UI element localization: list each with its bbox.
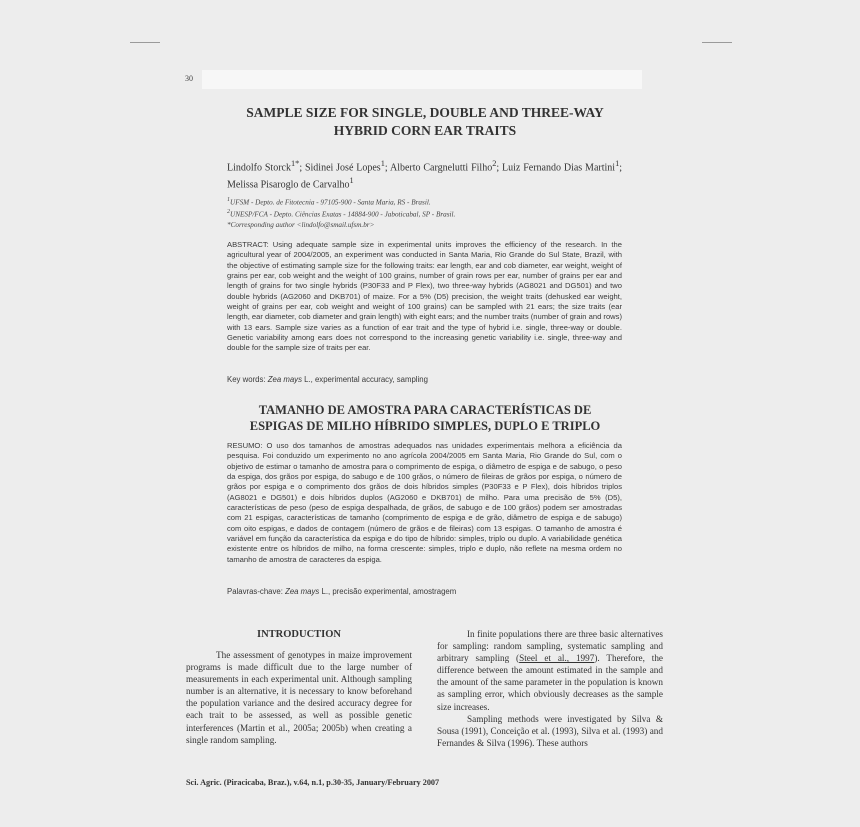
keywords — [227, 375, 622, 385]
title-line-1: SAMPLE SIZE FOR SINGLE, DOUBLE AND THREE-WAY — [246, 105, 604, 120]
author-2-sup: 1 — [380, 159, 385, 168]
paragraph-2-start: In finite populations there are three basic alternatives for sampling: random sampling, systematic sampling and arbitrary sampling ( — [437, 629, 663, 664]
palavras-label: Palavras-chave: — [227, 587, 286, 596]
author-4: ; Luiz Fernando Dias Martini — [496, 162, 616, 174]
author-1-sup: 1* — [290, 159, 300, 168]
paper-title — [200, 104, 650, 140]
keywords-rest: L., experimental accuracy, sampling — [301, 375, 428, 384]
keywords-label: Key words: — [227, 375, 268, 384]
portuguese-title-line-1: TAMANHO DE AMOSTRA PARA CARACTERÍSTICAS DE — [258, 403, 592, 417]
introduction-heading: INTRODUCTION — [256, 629, 341, 640]
resumo: RESUMO: O uso dos tamanhos de amostras adequados nas unidades experimentais melhora a eficiência da pesquisa. Foi conduzido um experimento no ano agrícola 2004/2005 em Santa Maria, Rio Grande do Sul, com o objetivo de estimar o tamanho de amostra para o comprimento de espiga, o diâmetro de espiga e de sabugo, o peso da espiga, dos grãos por espiga, do sabugo e de 100 grãos, o número de fileiras de grãos por espiga, o número de grãos por espiga e o comprimento dos grãos de dois híbridos simples (P30F33 e P Flex), dois híbridos triplos (AG8021 e DG501) e dois híbridos duplos (AG2060 e DKB701) de milho. Para uma precisão de 5% (D5), características de peso (peso de espiga despalhada, de grãos, de sabugo e de 100 grãos) podem ser amostradas com 21 espigas, características de tamanho (comprimento de espiga e de grão, diâmetro de espiga e de sabugo) com oito espigas, e dados de contagem (número de grãos e de fileiras) com 13 espigas. O tamanho de amostra é variável em função da característica da espiga e do tipo de híbrido: simples, triplo ou duplo. A variabilidade genética existente entre os híbridos de milho, na forma crescente: simples, triplo e duplo, não reflete na mesma ordem no tamanho de amostra de caracteres da espiga. — [227, 441, 622, 564]
palavras-chave — [227, 587, 622, 597]
affiliation-2 — [227, 207, 622, 219]
title-line-2: HYBRID CORN EAR TRAITS — [333, 123, 517, 138]
affiliation-1 — [227, 195, 622, 207]
palavras-species: Zea mays — [285, 587, 320, 596]
page-number: 30 — [185, 74, 193, 83]
author-3-sup: 2 — [492, 159, 497, 168]
author-3: ; Alberto Cargnelutti Filho — [384, 162, 493, 174]
affiliation-1-text: UFSM - Depto. de Fitotecnia - 97105-900 - Santa Maria, RS - Brasil. — [230, 198, 431, 207]
author-5-sup: 1 — [349, 176, 354, 186]
introduction-paragraph-1: The assessment of genotypes in maize improvement programs is made difficult due to the large number of measurements in each experimental unit. Although sampling number is an alternative, it is necessary to know beforehand the population variance and the desired accuracy degree for each trait to be assessed, as well as possible genetic interferences (Martin et al., 2005a; 2005b) when creating a single random sampling. — [186, 650, 412, 745]
author-list — [227, 157, 622, 192]
keywords-species: Zea mays — [267, 375, 302, 384]
affiliation-2-text: UNESP/FCA - Depto. Ciências Exatas - 14884-900 - Jaboticabal, SP - Brasil. — [230, 210, 456, 219]
corresponding-author: *Corresponding author <lindolfo@smail.ufsm.br> — [227, 220, 375, 229]
top-rule-right — [702, 42, 732, 43]
abstract: ABSTRACT: Using adequate sample size in experimental units improves the efficiency of the research. In the agricultural year of 2004/2005, an experiment was conducted in Santa Maria, Rio Grande do Sul State, Brazil, with the objective of estimating sample size for the following traits: ear length, ear and cob diameter, ear weight, weight of grains per ear, cob weight and the weight of 100 grains, number of grain rows per ear, number of grains per ear and length of grains for two single hybrids (P30F33 and P Flex), two three-way hybrids (AG8021 and DG501) and two double hybrids (AG2060 and DKB701) of maize. For a 5% (D5) precision, the weight traits (dehusked ear weight, weight of grains per ear, cob weight and weight of 100 grains) can be sampled with 21 ears; the size traits (ear length, ear diameter, cob diameter and grain length) with eight ears; and the number traits (number of grain and rows) with 13 ears. Sample size varies as a function of ear trait and the type of hybrid i.e. single, three-way or double. Genetic variability among ears does not correspond to the increasing genetic variability i.e. single, three-way and double for the sample size of traits per ear. — [227, 240, 622, 353]
introduction-paragraph-2 — [437, 628, 663, 713]
author-2: ; Sidinei José Lopes — [299, 162, 381, 174]
portuguese-title-line-2: ESPIGAS DE MILHO HÍBRIDO SIMPLES, DUPLO E TRIPLO — [249, 418, 601, 433]
palavras-rest: L., precisão experimental, amostragem — [319, 587, 457, 596]
journal-footer: Sci. Agric. (Piracicaba, Braz.), v.64, n.1, p.30-35, January/February 2007 — [186, 778, 440, 787]
author-5: ; Melissa Pisaroglo de Carvalho — [227, 162, 623, 191]
affiliation-2-sup: 2 — [227, 209, 230, 216]
introduction-paragraph-3: Sampling methods were investigated by Silva & Sousa (1991), Conceição et al. (1993), Silva et al. (1993) and Fernandes & Silva (1996). These authors — [437, 713, 663, 748]
portuguese-title — [200, 403, 650, 434]
affiliations — [227, 195, 622, 230]
affiliation-1-sup: 1 — [227, 197, 230, 203]
column-left — [186, 628, 412, 746]
column-right — [437, 628, 663, 749]
header-bar — [202, 70, 642, 89]
top-rule-left — [130, 42, 160, 43]
author-4-sup: 1 — [615, 159, 620, 168]
citation-link-steel[interactable]: Steel et al., 1997 — [519, 653, 595, 664]
author-1: Lindolfo Storck — [227, 162, 291, 174]
paragraph-2-end: ). Therefore, the difference between the amount estimated in the sample and the amount of the same parameter in the population is known as sampling error, which obviously decreases as the sample size increases. — [437, 653, 663, 712]
